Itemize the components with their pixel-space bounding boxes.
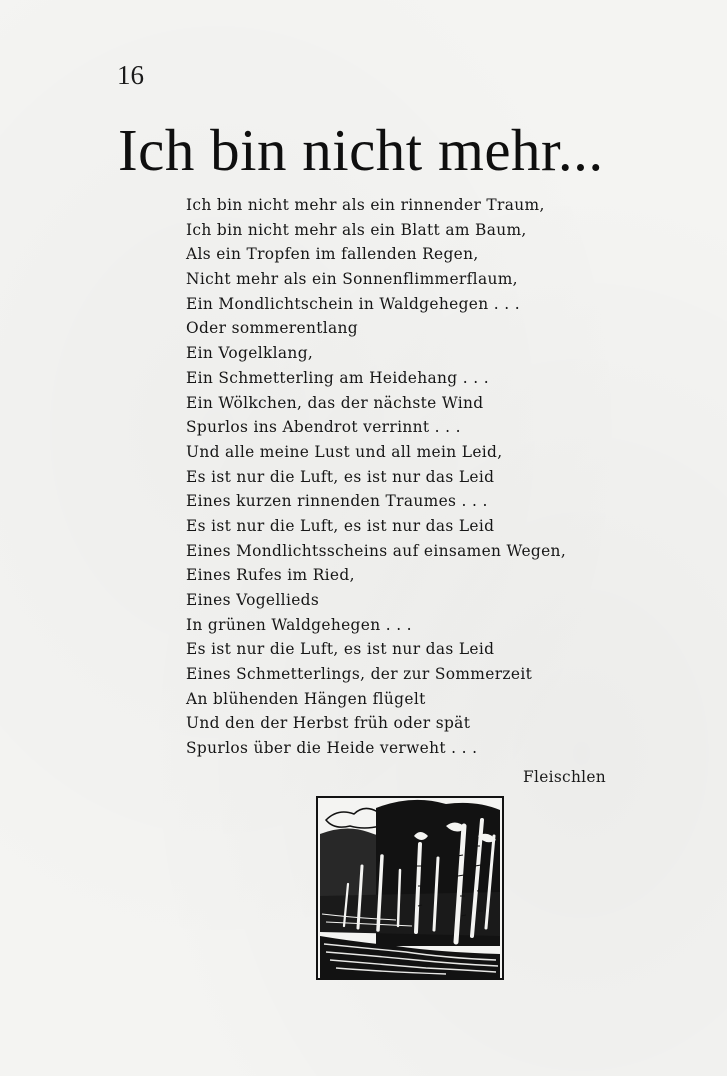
poem-line: Eines Schmetterlings, der zur Sommerzeit [186, 665, 533, 684]
poem-line: Eines kurzen rinnenden Traumes . . . [186, 492, 488, 511]
poem-line: An blühenden Hängen flügelt [186, 689, 426, 708]
poem-line: Ein Vogelklang, [186, 344, 314, 363]
poem-line: Spurlos über die Heide verweht . . . [186, 739, 478, 758]
poem-body [186, 193, 626, 761]
poem-line: Und alle meine Lust und all mein Leid, [186, 442, 503, 461]
poem-line: Ein Schmetterling am Heidehang . . . [186, 368, 489, 387]
poem-line: Ein Mondlichtschein in Waldgehegen . . . [186, 294, 520, 313]
poem-author: Fleischlen [523, 768, 607, 786]
poem-line: Es ist nur die Luft, es ist nur das Leid [186, 467, 495, 486]
poem-line: Ein Wölkchen, das der nächste Wind [186, 393, 484, 412]
woodcut-forest-landscape-icon [316, 796, 504, 980]
poem-line: In grünen Waldgehegen . . . [186, 615, 412, 634]
poem-line: Ich bin nicht mehr als ein Blatt am Baum, [186, 220, 527, 239]
poem-line: Ich bin nicht mehr als ein rinnender Traum, [186, 196, 545, 214]
poem-line: Eines Mondlichtsscheins auf einsamen Wegen, [186, 541, 567, 560]
poem-line: Und den der Herbst früh oder spät [186, 714, 471, 733]
poem-title: Ich bin nicht mehr... [118, 117, 604, 183]
poem-line: Als ein Tropfen im fallenden Regen, [186, 245, 479, 264]
poem-line: Oder sommerentlang [186, 319, 359, 338]
poem-line: Eines Vogellieds [186, 591, 320, 609]
poem-line: Es ist nur die Luft, es ist nur das Leid [186, 516, 495, 535]
poem-line: Eines Rufes im Ried, [186, 566, 355, 585]
poem-line: Nicht mehr als ein Sonnenflimmerflaum, [186, 270, 518, 289]
poem-line: Spurlos ins Abendrot verrinnt . . . [186, 418, 461, 437]
page-number: 16 [117, 60, 144, 90]
poem-line: Es ist nur die Luft, es ist nur das Leid [186, 640, 495, 659]
